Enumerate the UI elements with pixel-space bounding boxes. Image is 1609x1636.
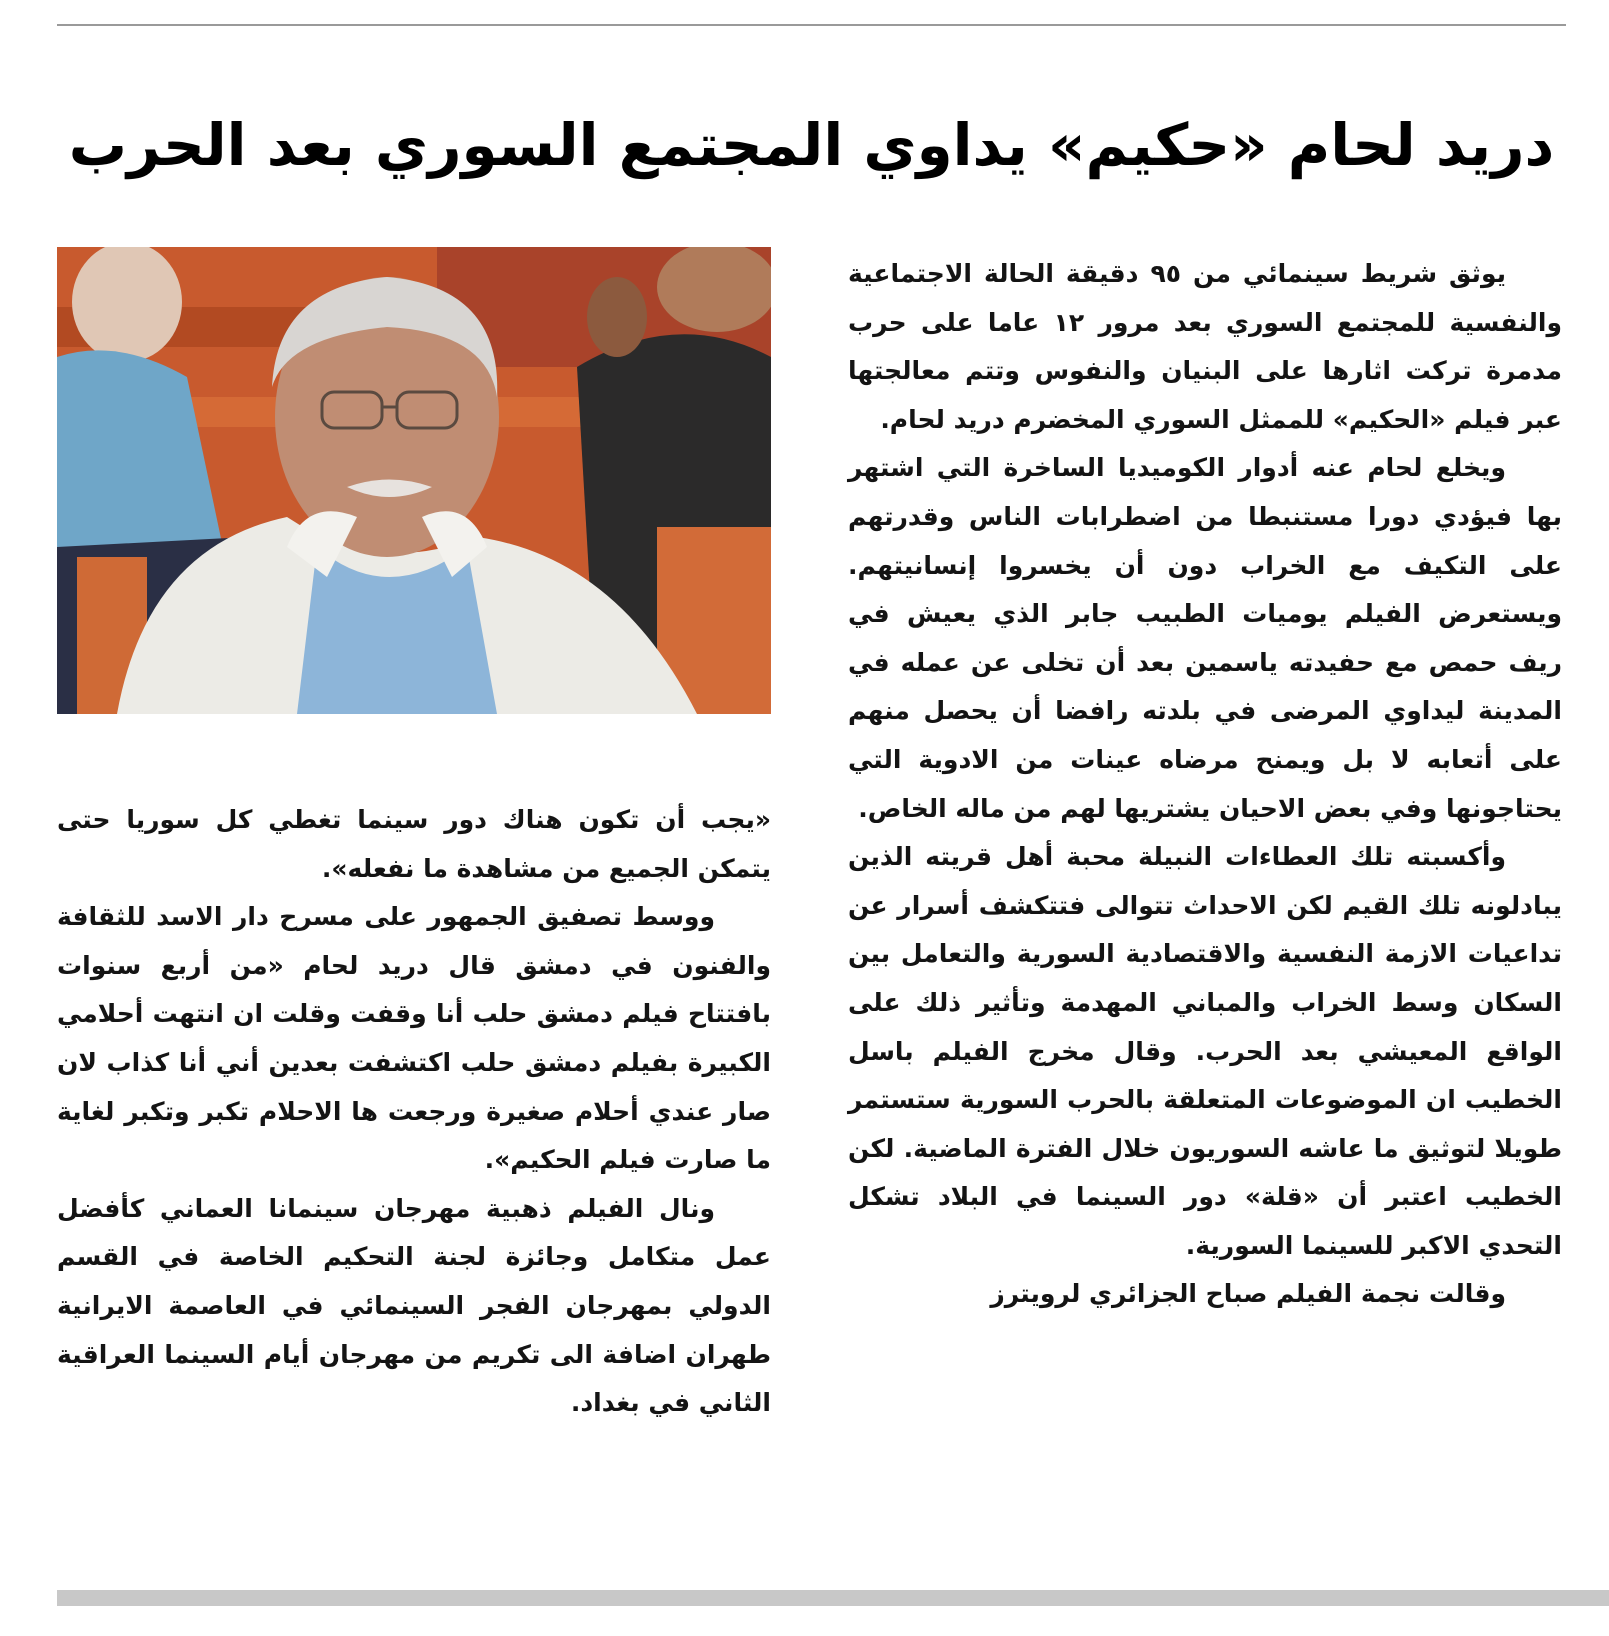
- article-photo: [57, 247, 771, 714]
- article-column-right: [848, 250, 1562, 1319]
- paragraph: «يجب أن تكون هناك دور سينما تغطي كل سوريا حتى يتمكن الجميع من مشاهدة ما نفعله».: [57, 805, 771, 883]
- headline: دريد لحام «حكيم» يداوي المجتمع السوري بعد الحرب: [68, 111, 1555, 179]
- paragraph: وأكسبته تلك العطاءات النبيلة محبة أهل قريته الذين يبادلونه تلك القيم لكن الاحداث تتوالى فتتكشف أسرار عن تداعيات الازمة النفسية والاقتصادية السورية والتعامل بين السكان وسط الخراب والمباني المهدمة وتأثير ذلك على الواقع المعيشي بعد الحرب. وقال مخرج الفيلم باسل الخطيب ان الموضوعات المتعلقة بالحرب السورية ستستمر طويلا لتوثيق ما عاشه السوريون خلال الفترة الماضية. لكن الخطيب اعتبر أن «قلة» دور السينما في البلاد تشكل التحدي الاكبر للسينما السورية.: [848, 842, 1562, 1260]
- article-column-left: [57, 796, 771, 1428]
- bottom-rule: [57, 1590, 1609, 1606]
- paragraph: ووسط تصفيق الجمهور على مسرح دار الاسد للثقافة والفنون في دمشق قال دريد لحام «من أربع سنوات بافتتاح فيلم دمشق حلب أنا وقفت وقلت ان انتهت أحلامي الكبيرة بفيلم دمشق حلب اكتشفت بعدين أني أنا كذاب لان صار عندي أحلام صغيرة ورجعت ها الاحلام تكبر وتكبر لغاية ما صارت فيلم الحكيم».: [57, 902, 771, 1175]
- paragraph: ونال الفيلم ذهبية مهرجان سينمانا العماني كأفضل عمل متكامل وجائزة لجنة التحكيم الخاصة في القسم الدولي بمهرجان الفجر السينمائي في العاصمة الايرانية طهران اضافة الى تكريم من مهرجان أيام السينما العراقية الثاني في بغداد.: [57, 1193, 771, 1418]
- top-rule: [57, 24, 1566, 26]
- paragraph: ويخلع لحام عنه أدوار الكوميديا الساخرة التي اشتهر بها فيؤدي دورا مستنبطا من اضطرابات الناس وقدرتهم على التكيف مع الخراب دون أن يخسروا إنسانيتهم. ويستعرض الفيلم يوميات الطبيب جابر الذي يعيش في ريف حمص مع حفيدته ياسمين بعد أن تخلى عن عمله في المدينة ليداوي المرضى في بلدته رافضا أن يحصل منهم على أتعابه لا بل ويمنح مرضاه عينات من الادوية التي يحتاجونها وفي بعض الاحيان يشتريها لهم من ماله الخاص.: [848, 453, 1562, 823]
- paragraph: يوثق شريط سينمائي من ٩٥ دقيقة الحالة الاجتماعية والنفسية للمجتمع السوري بعد مرور ١٢ عاما على حرب مدمرة تركت اثارها على البنيان والنفوس وتتم معالجتها عبر فيلم «الحكيم» للممثل السوري المخضرم دريد لحام.: [848, 259, 1562, 434]
- paragraph: وقالت نجمة الفيلم صباح الجزائري لرويترز: [990, 1279, 1506, 1309]
